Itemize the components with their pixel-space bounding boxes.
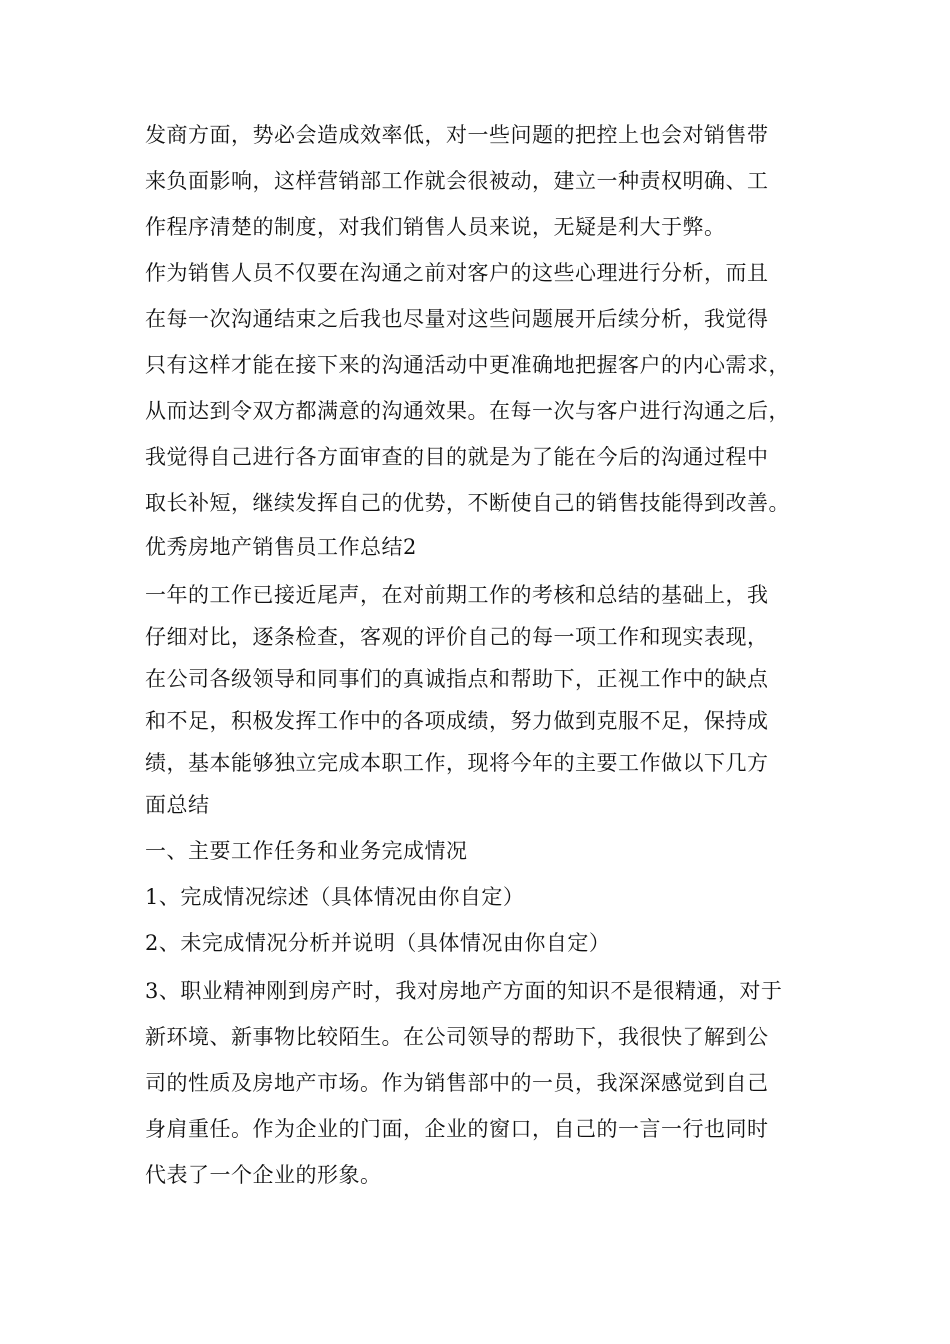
paragraph-2 [145, 250, 825, 526]
list-item: 2、未完成情况分析并说明（具体情况由你自定） [145, 931, 611, 955]
text-line: 发商方面，势必会造成效率低，对一些问题的把控上也会对销售带 [145, 123, 769, 147]
text-line: 取长补短，继续发挥自己的优势，不断使自己的销售技能得到改善。 [145, 491, 790, 515]
text-line: 从而达到令双方都满意的沟通效果。在每一次与客户进行沟通之后， [145, 399, 790, 423]
text-line: 一年的工作已接近尾声，在对前期工作的考核和总结的基础上，我 [145, 583, 769, 607]
text-line: 仔细对比，逐条检查，客观的评价自己的每一项工作和现实表现， [145, 625, 769, 649]
paragraph-1 [145, 112, 825, 250]
text-line: 我觉得自己进行各方面审查的目的就是为了能在今后的沟通过程中 [145, 445, 769, 469]
list-item-3 [145, 968, 825, 1198]
text-line: 面总结 [145, 793, 210, 817]
text-line: 绩，基本能够独立完成本职工作，现将今年的主要工作做以下几方 [145, 751, 769, 775]
text-line: 身肩重任。作为企业的门面，企业的窗口，自己的一言一行也同时 [145, 1117, 769, 1141]
text-line: 3、职业精神刚到房产时，我对房地产方面的知识不是很精通，对于 [145, 979, 783, 1003]
text-line: 来负面影响，这样营销部工作就会很被动，建立一种责权明确、工 [145, 169, 769, 193]
text-line: 作为销售人员不仅要在沟通之前对客户的这些心理进行分析，而且 [145, 261, 769, 285]
section-title: 一、主要工作任务和业务完成情况 [145, 839, 468, 863]
text-line: 司的性质及房地产市场。作为销售部中的一员，我深深感觉到自己 [145, 1071, 769, 1095]
text-line: 代表了一个企业的形象。 [145, 1163, 382, 1187]
text-line: 和不足，积极发挥工作中的各项成绩，努力做到克服不足，保持成 [145, 709, 769, 733]
paragraph-3 [145, 574, 825, 826]
document-body [145, 112, 825, 1198]
text-line: 在公司各级领导和同事们的真诚指点和帮助下，正视工作中的缺点 [145, 667, 769, 691]
text-line: 新环境、新事物比较陌生。在公司领导的帮助下，我很快了解到公 [145, 1025, 769, 1049]
section-heading: 优秀房地产销售员工作总结2 [145, 535, 417, 559]
text-line: 只有这样才能在接下来的沟通活动中更准确地把握客户的内心需求， [145, 353, 790, 377]
text-line: 在每一次沟通结束之后我也尽量对这些问题展开后续分析，我觉得 [145, 307, 769, 331]
list-item: 1、完成情况综述（具体情况由你自定） [145, 885, 525, 909]
text-line: 作程序清楚的制度，对我们销售人员来说，无疑是利大于弊。 [145, 215, 726, 239]
